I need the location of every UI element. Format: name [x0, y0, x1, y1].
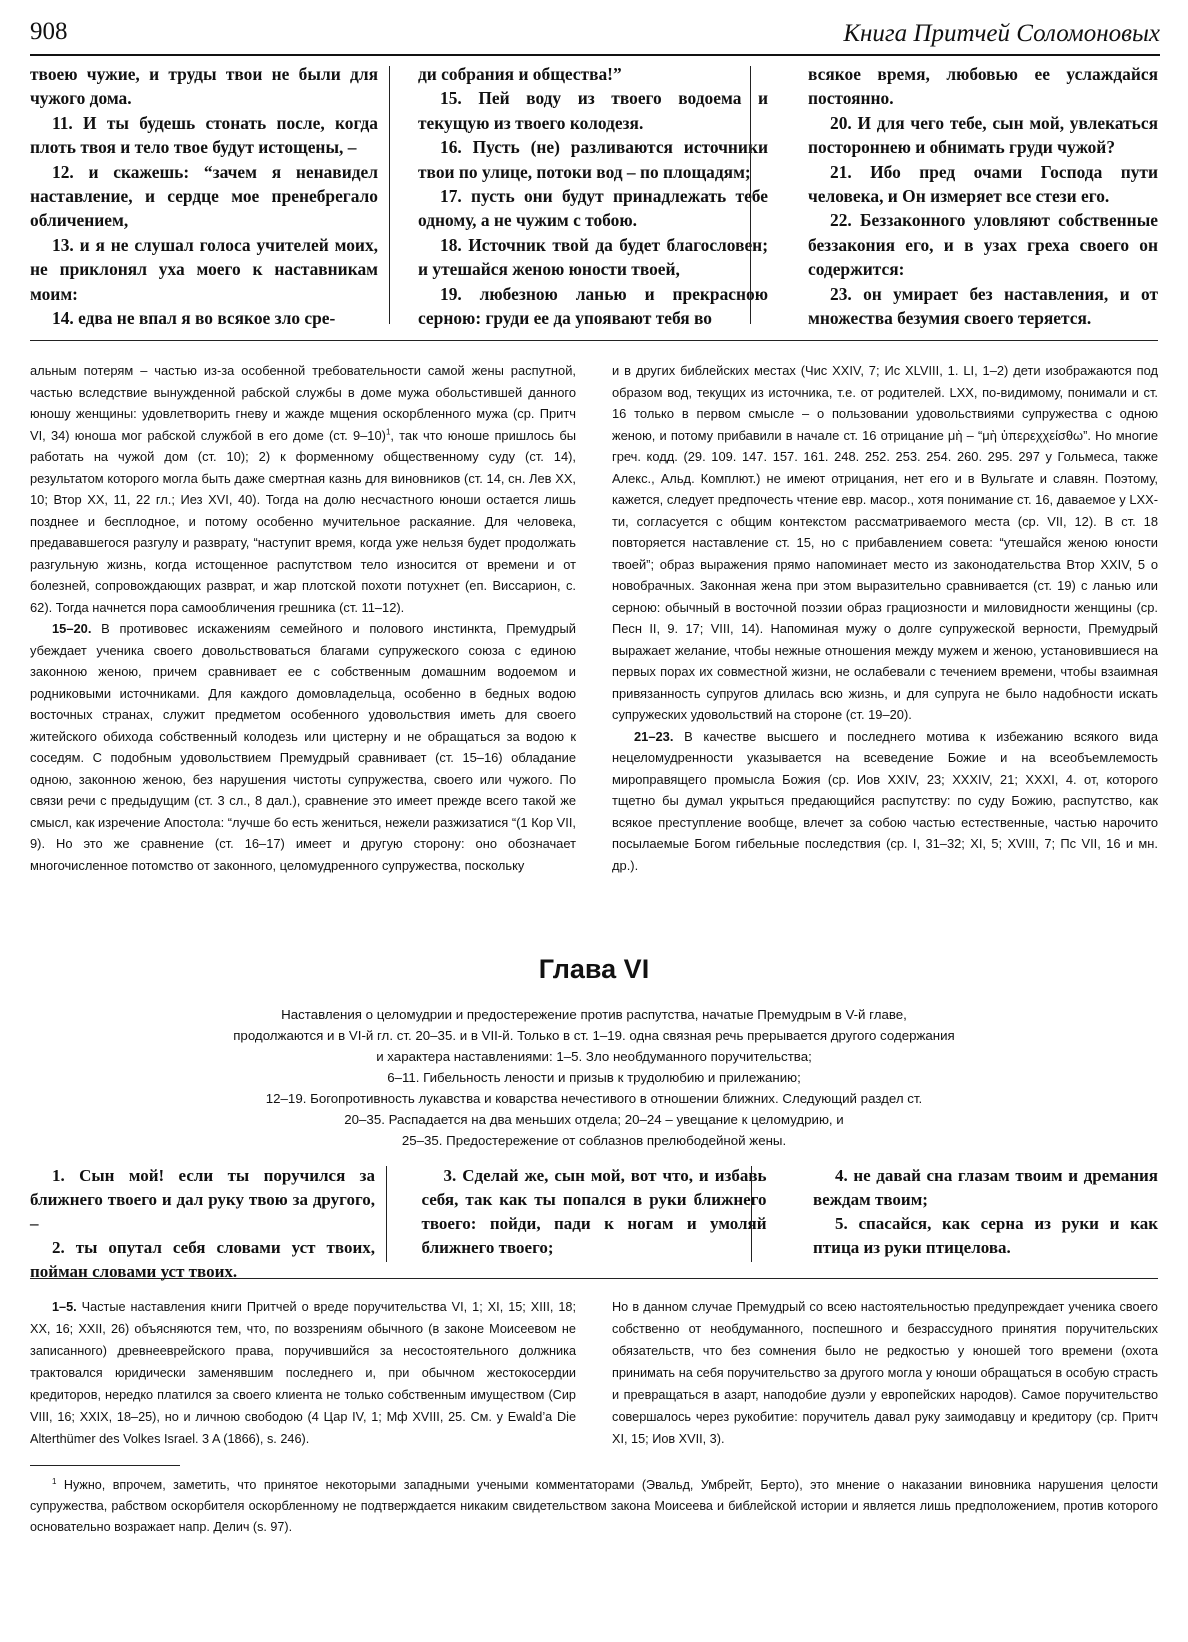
- verse: 15. Пей воду из твоего водоема и текущую из твоего колодезя.: [418, 88, 768, 133]
- verse: 3. Сделай же, сын мой, вот что, и избавь себя, так как ты попался в руки ближнего твоего: пойди, пади к ногам и умоляй ближнего твоего;: [421, 1166, 767, 1257]
- verse: 20. И для чего тебе, сын мой, увлекаться постороннею и обнимать груди чужой?: [808, 112, 1158, 158]
- verse-column-1: [30, 1164, 375, 1284]
- commentary-column-left: [30, 360, 576, 876]
- column-divider: [386, 1166, 387, 1262]
- verse: 22. Беззаконного уловляют собственные беззакония его, и в узах греха своего он содержится:: [808, 210, 1158, 280]
- section-rule: [30, 340, 1158, 341]
- commentary-text: В противовес искажениям семейного и полового инстинкта, Премудрый убеждает ученика своего довольствоваться благами супружеского союза с единою законною женою, причем сравнивает ее с собственным домашним водоемом и родниковыми источниками. Для каждого домовладельца, особенно в бедных водою восточных странах, служит предметом особенного удовольствия иметь для своего житейского обихода собственный колодезь или цистерну и не обращаться за водою к соседям. С подобным удовольствием Премудрый сравнивает (ст. 15–16) обладание одною, законною женою, без нарушения чистоты супружества, своего или чужого. По связи речи с предыдущим (ст. 3 сл., 8 дал.), сравнение это имеет прежде всего такой же смысл, как изречение Апостола: “лучше бо есть жениться, нежели разжизатися “(1 Кор VII, 9). Но это же сравнение (ст. 16–17) имеет и другую сторону: оно обозначает многочисленное потомство от законного, целомудренного супружества, поскольку: [30, 621, 576, 873]
- verse: 21. Ибо пред очами Господа пути человека, и Он измеряет все стези его.: [808, 161, 1158, 207]
- commentary-text: , так что юноше пришлось бы работать на чужой дом (ст. 10); 2) к форменному общественному суду (ст. 14), результатом которого могла быть даже смертная казнь для виновников (ст. 14, сн. Лев XX, 10; Втор XX, 11, 22 гл.; Иез XVI, 40). Тогда на долю несчастного юноши остается лишь позднее и бесплодное, и потому особенно мучительное раскаяние. Для человека, предававшегося разгулу и разврату, “наступит время, когда уже нельзя будет продолжать разгульную жизнь, когда истощенное распутством тело износится от времени и от болезней, сопровождающих разврат, и жар плотской похоти потухнет (еп. Виссарион, с. 62). Тогда начнется пора самообличения грешника (ст. 11–12).: [30, 427, 576, 615]
- summary-line: и характера наставлениями: 1–5. Зло необдуманного поручительства;: [376, 1049, 812, 1064]
- verse: 16. Пусть (не) разливаются источники твои по улице, потоки вод – по площадям;: [418, 137, 768, 182]
- footnote: [30, 1475, 1158, 1538]
- verse-range-label: 15–20.: [52, 621, 92, 636]
- verse: 11. И ты будешь стонать после, когда плоть твоя и тело твое будут истощены, –: [30, 112, 378, 158]
- verse: 23. он умирает без наставления, и от множества безумия своего теряется.: [808, 283, 1158, 329]
- footnote-text: Нужно, впрочем, заметить, что принятое некоторыми западными учеными комментаторами (Эвальд, Умбрейт, Берто), это мнение о наказании виновника нарушения целости супружества, рабством оскорбителя оскорбленному не подтверждается никаким свидетельством закона Моисеева и библейской истории и является лишь предположением, против которого основательно возражает напр. Делич (s. 97).: [30, 1478, 1158, 1534]
- verses-top: [30, 62, 1158, 330]
- chapter-summary: [150, 1004, 1038, 1151]
- commentary-column-right: [612, 1296, 1158, 1450]
- footnote-ref[interactable]: 1: [385, 427, 391, 437]
- verse: 4. не давай сна глазам твоим и дремания веждам твоим;: [813, 1166, 1158, 1209]
- verse: 2. ты опутал себя словами уст твоих, пойман словами уст твоих.: [30, 1238, 375, 1281]
- column-divider: [389, 66, 390, 324]
- footnote-marker: 1: [52, 1476, 57, 1486]
- verse: 18. Источник твой да будет благословен; и утешайся женою юности твоей,: [418, 234, 768, 280]
- verse: 5. спасайся, как серна из руки и как птица из руки птицелова.: [813, 1214, 1158, 1257]
- running-title: Книга Притчей Соломоновых: [843, 20, 1160, 47]
- verse-column-3: [808, 62, 1158, 330]
- verse: 12. и скажешь: “зачем я ненавидел наставление, и сердце мое пренебрегало обличением,: [30, 161, 378, 231]
- verse-range-label: 21–23.: [634, 728, 674, 744]
- summary-line: 6–11. Гибельность лености и призыв к трудолюбию и прилежанию;: [387, 1070, 801, 1085]
- summary-line: 25–35. Предостережение от соблазнов прелюбодейной жены.: [401, 1133, 787, 1148]
- commentary-bottom: [30, 1296, 1158, 1450]
- chapter-title: Глава VI: [538, 954, 650, 984]
- commentary-column-left: [30, 1296, 576, 1450]
- verse-column-2: [418, 62, 768, 330]
- verse: твоею чужие, и труды твои не были для чужого дома.: [30, 64, 378, 109]
- summary-line: 20–35. Распадается на два меньших отдела; 20–24 – увещание к целомудрию, и: [344, 1112, 844, 1127]
- verse: ди собрания и общества!”: [418, 64, 622, 84]
- verse: 13. и я не слушал голоса учителей моих, не приклонял уха моего к наставникам моим:: [30, 234, 378, 304]
- verse: 14. едва не впал я во всякое зло сре-: [52, 308, 336, 329]
- verse-column-2: [422, 1164, 767, 1284]
- commentary-column-right: [612, 360, 1158, 876]
- verse: 19. любезною ланью и прекрасною серною: груди ее да упоявают тебя во: [418, 283, 768, 329]
- page-number: 908: [30, 18, 68, 45]
- commentary-text: Но в данном случае Премудрый со всею настоятельностью предупреждает ученика своего собственно от необдуманного, поспешного и безрассудного принятия поручительских обязательств, что без сомнения было не редкостью у юношей того времени (охота принимать на себя поручительство за другого могла у юноши обращаться в особую страсть и превращаться в азарт, наподобие дуэли у европейских народов). Самое поручительство совершалось через рукобитие: поручитель давал руку заимодавцу и кредитору (ср. Притч XI, 15; Иов XVII, 3).: [612, 1300, 1158, 1446]
- commentary-text: Частые наставления книги Притчей о вреде поручительства VI, 1; XI, 15; XIII, 18; XX, 16; XXII, 26) объясняются тем, что, по воззрениям обычного (в законе Моисеевом не записанного) древнееврейского права, поручившийся за несостоятельного должника трактовался юридически заменявшим последнего и, при обычном жестокосердии кредиторов, нередко платился за своего клиента не только собственным имуществом (Сир VIII, 16; XXIX, 18–25), но и личною свободою (4 Цар IV, 1; Мф XVIII, 25. См. у Ewald’a Die Alterthümer des Volkes Israel. 3 A (1866), s. 246).: [30, 1300, 576, 1446]
- commentary-text: альным потерям – частью из-за особенной требовательности самой жены распутной, частью вследствие вынужденной рабской службы в доме мужа обольстившей данного юношу женщины: удовлетворить гневу и жажде мщения оскорбленного мужа (ср. Притч VI, 34) юноша мог рабской службой в его доме (ст. 9–10): [30, 363, 576, 443]
- verse-column-1: [30, 62, 378, 330]
- footnote-rule: [30, 1465, 180, 1466]
- verses-bottom: [30, 1164, 1158, 1284]
- header-rule: [30, 54, 1160, 56]
- section-rule: [30, 1278, 1158, 1279]
- verse-range-label: 1–5.: [52, 1300, 77, 1314]
- verse: всякое время, любовью ее услаждайся постоянно.: [808, 64, 1158, 109]
- column-divider: [750, 66, 751, 324]
- summary-line: продолжаются и в VI-й гл. ст. 20–35. и в VII-й. Только в ст. 1–19. одна связная речь прерывается другого содержания: [233, 1028, 955, 1043]
- verse-column-3: [813, 1164, 1158, 1284]
- column-divider: [751, 1166, 752, 1262]
- commentary-text: В качестве высшего и последнего мотива к избежанию всякого вида нецеломудренности указывается на всеведение Божие и на всеобъемлемость мироправящего промысла Божия (ср. Иов XXIV, 23; XXXIV, 21; XXXI, 4. от, которого тщетно бы думал укрыться предающийся распутству: по суду Божию, распутство, как всякое преступление вообще, влечет за собою частью естественные, частью нарочито посылаемые Богом гибельные последствия (ср. I, 31–32; XI, 5; XVIII, 7; Пс VII, 16 и мн. др.).: [612, 728, 1158, 873]
- verse: 1. Сын мой! если ты поручился за ближнего твоего и дал руку твою за другого, –: [30, 1166, 375, 1233]
- commentary-top: [30, 360, 1158, 876]
- summary-line: 12–19. Богопротивность лукавства и коварства нечестивого в отношении ближних. Следующий раздел ст.: [265, 1091, 923, 1106]
- verse: 17. пусть они будут принадлежать тебе одному, а не чужим с тобою.: [418, 186, 768, 231]
- summary-line: Наставления о целомудрии и предостережение против распутства, начатые Премудрым в V-й главе,: [281, 1007, 907, 1022]
- commentary-text: и в других библейских местах (Чис XXIV, 7; Ис XLVIII, 1. LI, 1–2) дети изображаются под образом вод, текущих из источника, т.е. от родителей. LXX, по-видимому, понимали и ст. 16 только в первом смысле – о пользовании удовольствиями супружества с одною женою, и потому прибавили в начале ст. 16 отрицание μὴ – “μὴ ὑπερεχχείσθω”. Но многие греч. кодд. (29. 109. 147. 157. 161. 248. 252. 253. 254. 260. 295. 297 у Гольмеса, также Алекс., Альд. Комплют.) не имеют отрицания, нет его и в Вульгате и славян. Поэтому, кажется, следует предпочесть чтение евр. масор., хотя понимание ст. 16, даваемое у LXX-ти, согласуется с общим контекстом рассматриваемого места (ср. VII, 12). В ст. 18 повторяется наставление ст. 15, но с прибавлением совета: “утешайся женою юности твоей”; образ выражения прямо напоминает место из законодательства Втор XXIV, 5 о новобрачных. Законная жена при этом выразительно сравнивается (ст. 19) с ланью или серною: обычный в восточной поэзии образ грациозности и миловидности женщины (ср. Песн II, 9. 17; VIII, 14). Напоминая мужу о долге супружеской верности, Премудрый выражает желание, чтобы нежные отношения между мужем и женою, установившиеся на первых порах их совместной жизни, не ослабевали с течением времени, чтобы взаимная привязанность супругов длилась всю жизнь, и для супруга не было надобности искать супружеских удовольствий на стороне (ст. 19–20).: [612, 363, 1158, 722]
